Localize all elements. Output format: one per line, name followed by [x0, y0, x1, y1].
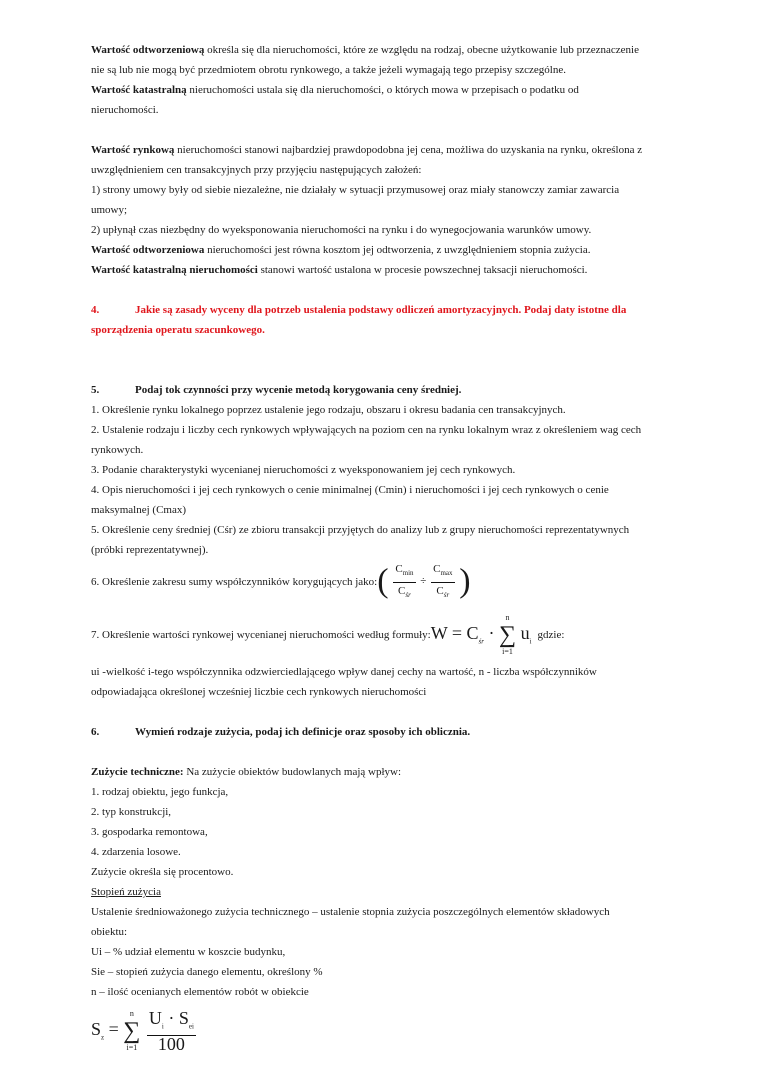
text-line: Ui – % udział elementu w koszcie budynku,	[91, 946, 286, 958]
text-line: ui -wielkość i-tego współczynnika odzwierciedlającego wpływ danej cechy na wartość, n - liczba współczynników	[91, 666, 597, 678]
text-line: 1. Określenie rynku lokalnego poprzez ustalenie jego rodzaju, obszaru i okresu badania cen transakcyjnych.	[91, 404, 566, 416]
text-line: 3. Podanie charakterystyki wycenianej nieruchomości z wyeksponowaniem jej cech rynkowych.	[91, 464, 516, 476]
text-line: Wartość odtworzeniowa nieruchomości jest równa kosztom jej odtworzenia, z uwzględnieniem stopnia zużycia.	[91, 244, 591, 256]
text-line: obiektu:	[91, 926, 128, 938]
formula-range: ( $\frac{C_{min}}{C_{śr}}$ ÷ $\frac{C_{max}}{C_{śr}}$ )	[377, 563, 471, 600]
list-item: 3. gospodarka remontowa,	[91, 826, 208, 838]
text-line: Ustalenie średnioważonego zużycia technicznego – ustalenie stopnia zużycia poszczególnych elementów składowych	[91, 906, 610, 918]
question-4: 4. Jakie są zasady wyceny dla potrzeb ustalenia podstawy odliczeń amortyzacyjnych. Podaj daty istotne dla	[91, 304, 627, 316]
document-page	[91, 40, 671, 1056]
text-line: uwzględnieniem cen transakcyjnych przy przyjęciu następujących założeń:	[91, 164, 422, 176]
text-line: Sie – stopień zużycia danego elementu, określony %	[91, 966, 323, 978]
list-item: 1. rodzaj obiektu, jego funkcja,	[91, 786, 229, 798]
text-line: 2. Ustalenie rodzaju i liczby cech rynkowych wpływających na poziom cen na rynku lokalnym wraz z określeniem wag cech	[91, 424, 642, 436]
text-line: (próbki reprezentatywnej).	[91, 544, 209, 556]
formula-market-value: $W = C_{śr}$ · n ∑ i=1 $u_i$	[430, 613, 532, 656]
text-line: 5. Określenie ceny średniej (Cśr) ze zbioru transakcji przyjętych do analizy lub z grupy nieruchomości reprezentatywnych	[91, 524, 630, 536]
list-item: 2. typ konstrukcji,	[91, 806, 172, 818]
text-line: 4. Opis nieruchomości i jej cech rynkowych o cenie minimalnej (Cmin) i nieruchomości i jej cech rynkowych o cenie	[91, 484, 609, 496]
text-line: Zużycie określa się procentowo.	[91, 866, 234, 878]
question-4-cont: sporządzenia operatu szacunkowego.	[91, 324, 265, 336]
text-line: Wartość katastralną nieruchomości stanowi wartość ustalona w procesie powszechnej taksacji nieruchomości.	[91, 264, 588, 276]
text-line: 2) upłynął czas niezbędny do wyeksponowania nieruchomości na rynku i do wynegocjowania warunków umowy.	[91, 224, 592, 236]
text-line: odpowiadająca określonej wcześniej liczbie cech rynkowych nieruchomości	[91, 686, 427, 698]
step-6-line: 6. Określenie zakresu sumy współczynników korygujących jako: ( $\frac{C_{min}}{C_{śr}}$ ÷ $\frac{C_{max}}{C_{śr}}$ )	[91, 560, 671, 604]
list-item: 4. zdarzenia losowe.	[91, 846, 181, 858]
text-line: n – ilość ocenianych elementów robót w obiekcie	[91, 986, 309, 998]
text-line: Wartość rynkową nieruchomości stanowi najbardziej prawdopodobna jej cena, możliwa do uzyskania na rynku, określona z	[91, 144, 643, 156]
text-line: Zużycie techniczne: Na zużycie obiektów budowlanych mają wpływ:	[91, 766, 402, 778]
step-7-line: 7. Określenie wartości rynkowej wycenianej nieruchomości według formuły: $W = C_{śr}$ · n ∑ i=1 $u_i$ gdzie:	[91, 613, 565, 656]
question-6: 6. Wymień rodzaje zużycia, podaj ich definicje oraz sposoby ich oblicznia.	[91, 726, 471, 738]
text-line: nieruchomości.	[91, 104, 159, 116]
text-line: Wartość odtworzeniową określa się dla nieruchomości, które ze względu na rodzaj, obecne użytkowanie lub przeznaczenie	[91, 44, 639, 56]
text-line: umowy;	[91, 204, 128, 216]
formula-wear: $S_z$ = n ∑ i=1 $\frac{U_i \cdot S_{ei}}{100}$	[91, 1008, 194, 1054]
text-line: maksymalnej (Cmax)	[91, 504, 187, 516]
question-5: 5. Podaj tok czynności przy wycenie metodą korygowania ceny średniej.	[91, 384, 462, 396]
text-line: nie są lub nie mogą być przedmiotem obrotu rynkowego, a także jeżeli wymagają tego przepisy szczególne.	[91, 64, 566, 76]
text-line: rynkowych.	[91, 444, 144, 456]
text-line: Wartość katastralną nieruchomości ustala się dla nieruchomości, o których mowa w przepisach o podatku od	[91, 84, 579, 96]
subheading: Stopień zużycia	[91, 886, 161, 898]
text-line: 1) strony umowy były od siebie niezależne, nie działały w sytuacji przymusowej oraz miały stanowczy zamiar zawarcia	[91, 184, 620, 196]
